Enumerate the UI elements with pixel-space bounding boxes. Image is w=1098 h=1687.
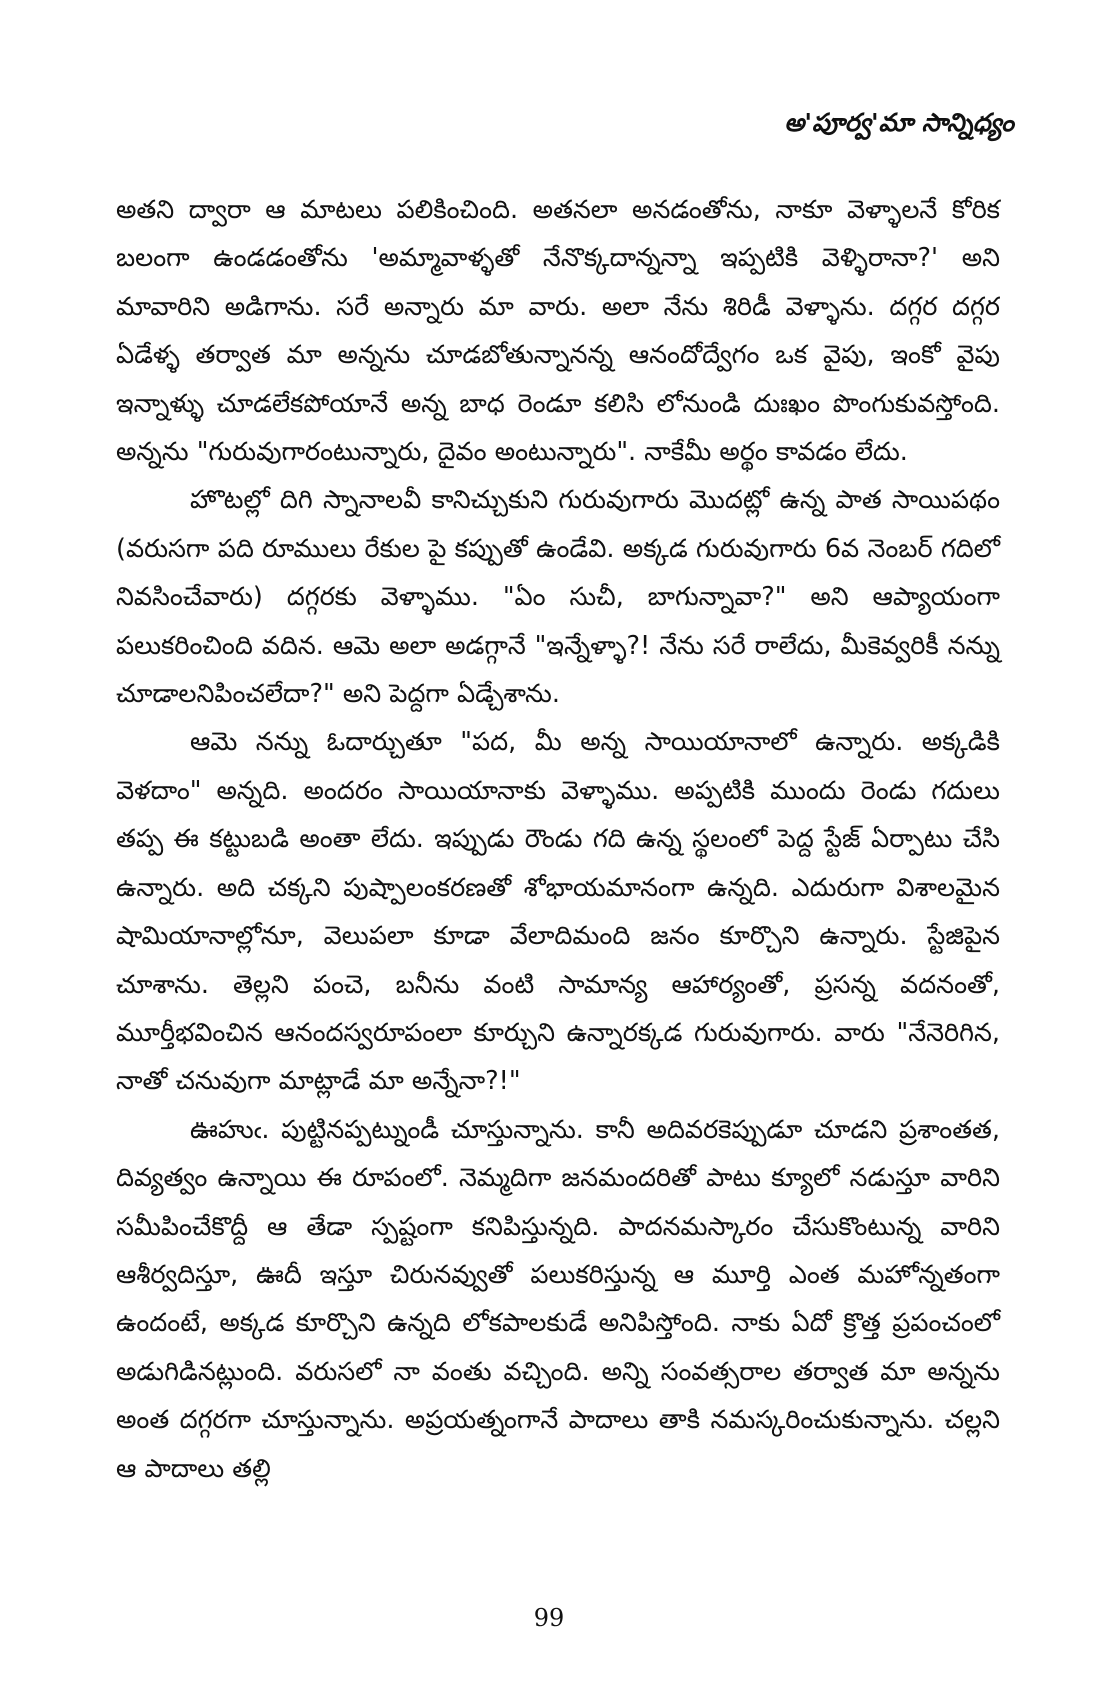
paragraph: ఊహుఁ. పుట్టినప్పట్నుండీ చూస్తున్నాను. కానీ అదివరకెప్పుడూ చూడని ప్రశాంతత, దివ్యత్వం ఉన్నాయి ఈ రూపంలో. నెమ్మదిగా జనమందరితో పాటు క్యూలో నడుస్తూ వారిని సమీపించేకొద్దీ ఆ తేడా స్పష్టంగా కనిపిస్తున్నది. పాదనమస్కారం చేసుకొంటున్న వారిని ఆశీర్వదిస్తూ, ఊదీ ఇస్తూ చిరునవ్వుతో పలుకరిస్తున్న ఆ మూర్తి ఎంత మహోన్నతంగా ఉందంటే, అక్కడ కూర్చొని ఉన్నది లోకపాలకుడే అనిపిస్తోంది. నాకు ఏదో క్రొత్త ప్రపంచంలో అడుగిడినట్లుంది. వరుసలో నా వంతు వచ్చింది. అన్ని సంవత్సరాల తర్వాత మా అన్నను అంత దగ్గరగా చూస్తున్నాను. అప్రయత్నంగానే పాదాలు తాకి నమస్కరించుకున్నాను. చల్లని ఆ పాదాలు తల్లి — [116, 1114, 1000, 1484]
paragraph: అతని ద్వారా ఆ మాటలు పలికించింది. అతనలా అనడంతోను, నాకూ వెళ్ళాలనే కోరిక బలంగా ఉండడంతోను 'అమ్మావాళ్ళతో నేనొక్కదాన్నన్నా ఇప్పటికి వెళ్ళిరానా?' అని మావారిని అడిగాను. సరే అన్నారు మా వారు. అలా నేను శిరిడీ వెళ్ళాను. దగ్గర దగ్గర ఏడేళ్ళ తర్వాత మా అన్నను చూడబోతున్నానన్న ఆనందోద్వేగం ఒక వైపు, ఇంకో వైపు ఇన్నాళ్ళు చూడలేకపోయానే అన్న బాధ రెండూ కలిసి లోనుండి దుఃఖం పొంగుకువస్తోంది. అన్నను "గురువుగారంటున్నారు, దైవం అంటున్నారు". నాకేమీ అర్థం కావడం లేదు. — [116, 195, 1000, 468]
page-number: 99 — [533, 1604, 565, 1632]
paragraph: ఆమె నన్ను ఓదార్చుతూ "పద, మీ అన్న సాయియానాలో ఉన్నారు. అక్కడికి వెళదాం" అన్నది. అందరం సాయియానాకు వెళ్ళాము. అప్పటికి ముందు రెండు గదులు తప్ప ఈ కట్టుబడి అంతా లేదు. ఇప్పుడు రౌండు గది ఉన్న స్థలంలో పెద్ద స్టేజ్ ఏర్పాటు చేసి ఉన్నారు. అది చక్కని పుష్పాలంకరణతో శోభాయమానంగా ఉన్నది. ఎదురుగా విశాలమైన షామియానాల్లోనూ, వెలుపలా కూడా వేలాదిమంది జనం కూర్చొని ఉన్నారు. స్టేజిపైన చూశాను. తెల్లని పంచె, బనీను వంటి సామాన్య ఆహార్యంతో, ప్రసన్న వదనంతో, మూర్తీభవించిన ఆనందస్వరూపంలా కూర్చుని ఉన్నారక్కడ గురువుగారు. వారు "నేనెరిగిన, నాతో చనువుగా మాట్లాడే మా అన్నేనా?!" — [116, 727, 1000, 1097]
paragraph: హొటల్లో దిగి స్నానాలవీ కానిచ్చుకుని గురువుగారు మొదట్లో ఉన్న పాత సాయిపథం (వరుసగా పది రూములు రేకుల పై కప్పుతో ఉండేవి. అక్కడ గురువుగారు 6వ నెంబర్ గదిలో నివసించేవారు) దగ్గరకు వెళ్ళాము. "ఏం సుచీ, బాగున్నావా?" అని ఆప్యాయంగా పలుకరించింది వదిన. ఆమె అలా అడగ్గానే "ఇన్నేళ్ళా?! నేను సరే రాలేదు, మీకెవ్వరికీ నన్ను చూడాలనిపించలేదా?" అని పెద్దగా ఏడ్చేశాను. — [116, 485, 1000, 710]
running-header: అ'పూర్వ'మా సాన్నిధ్యం — [784, 108, 1014, 137]
page-body — [116, 186, 1000, 1493]
